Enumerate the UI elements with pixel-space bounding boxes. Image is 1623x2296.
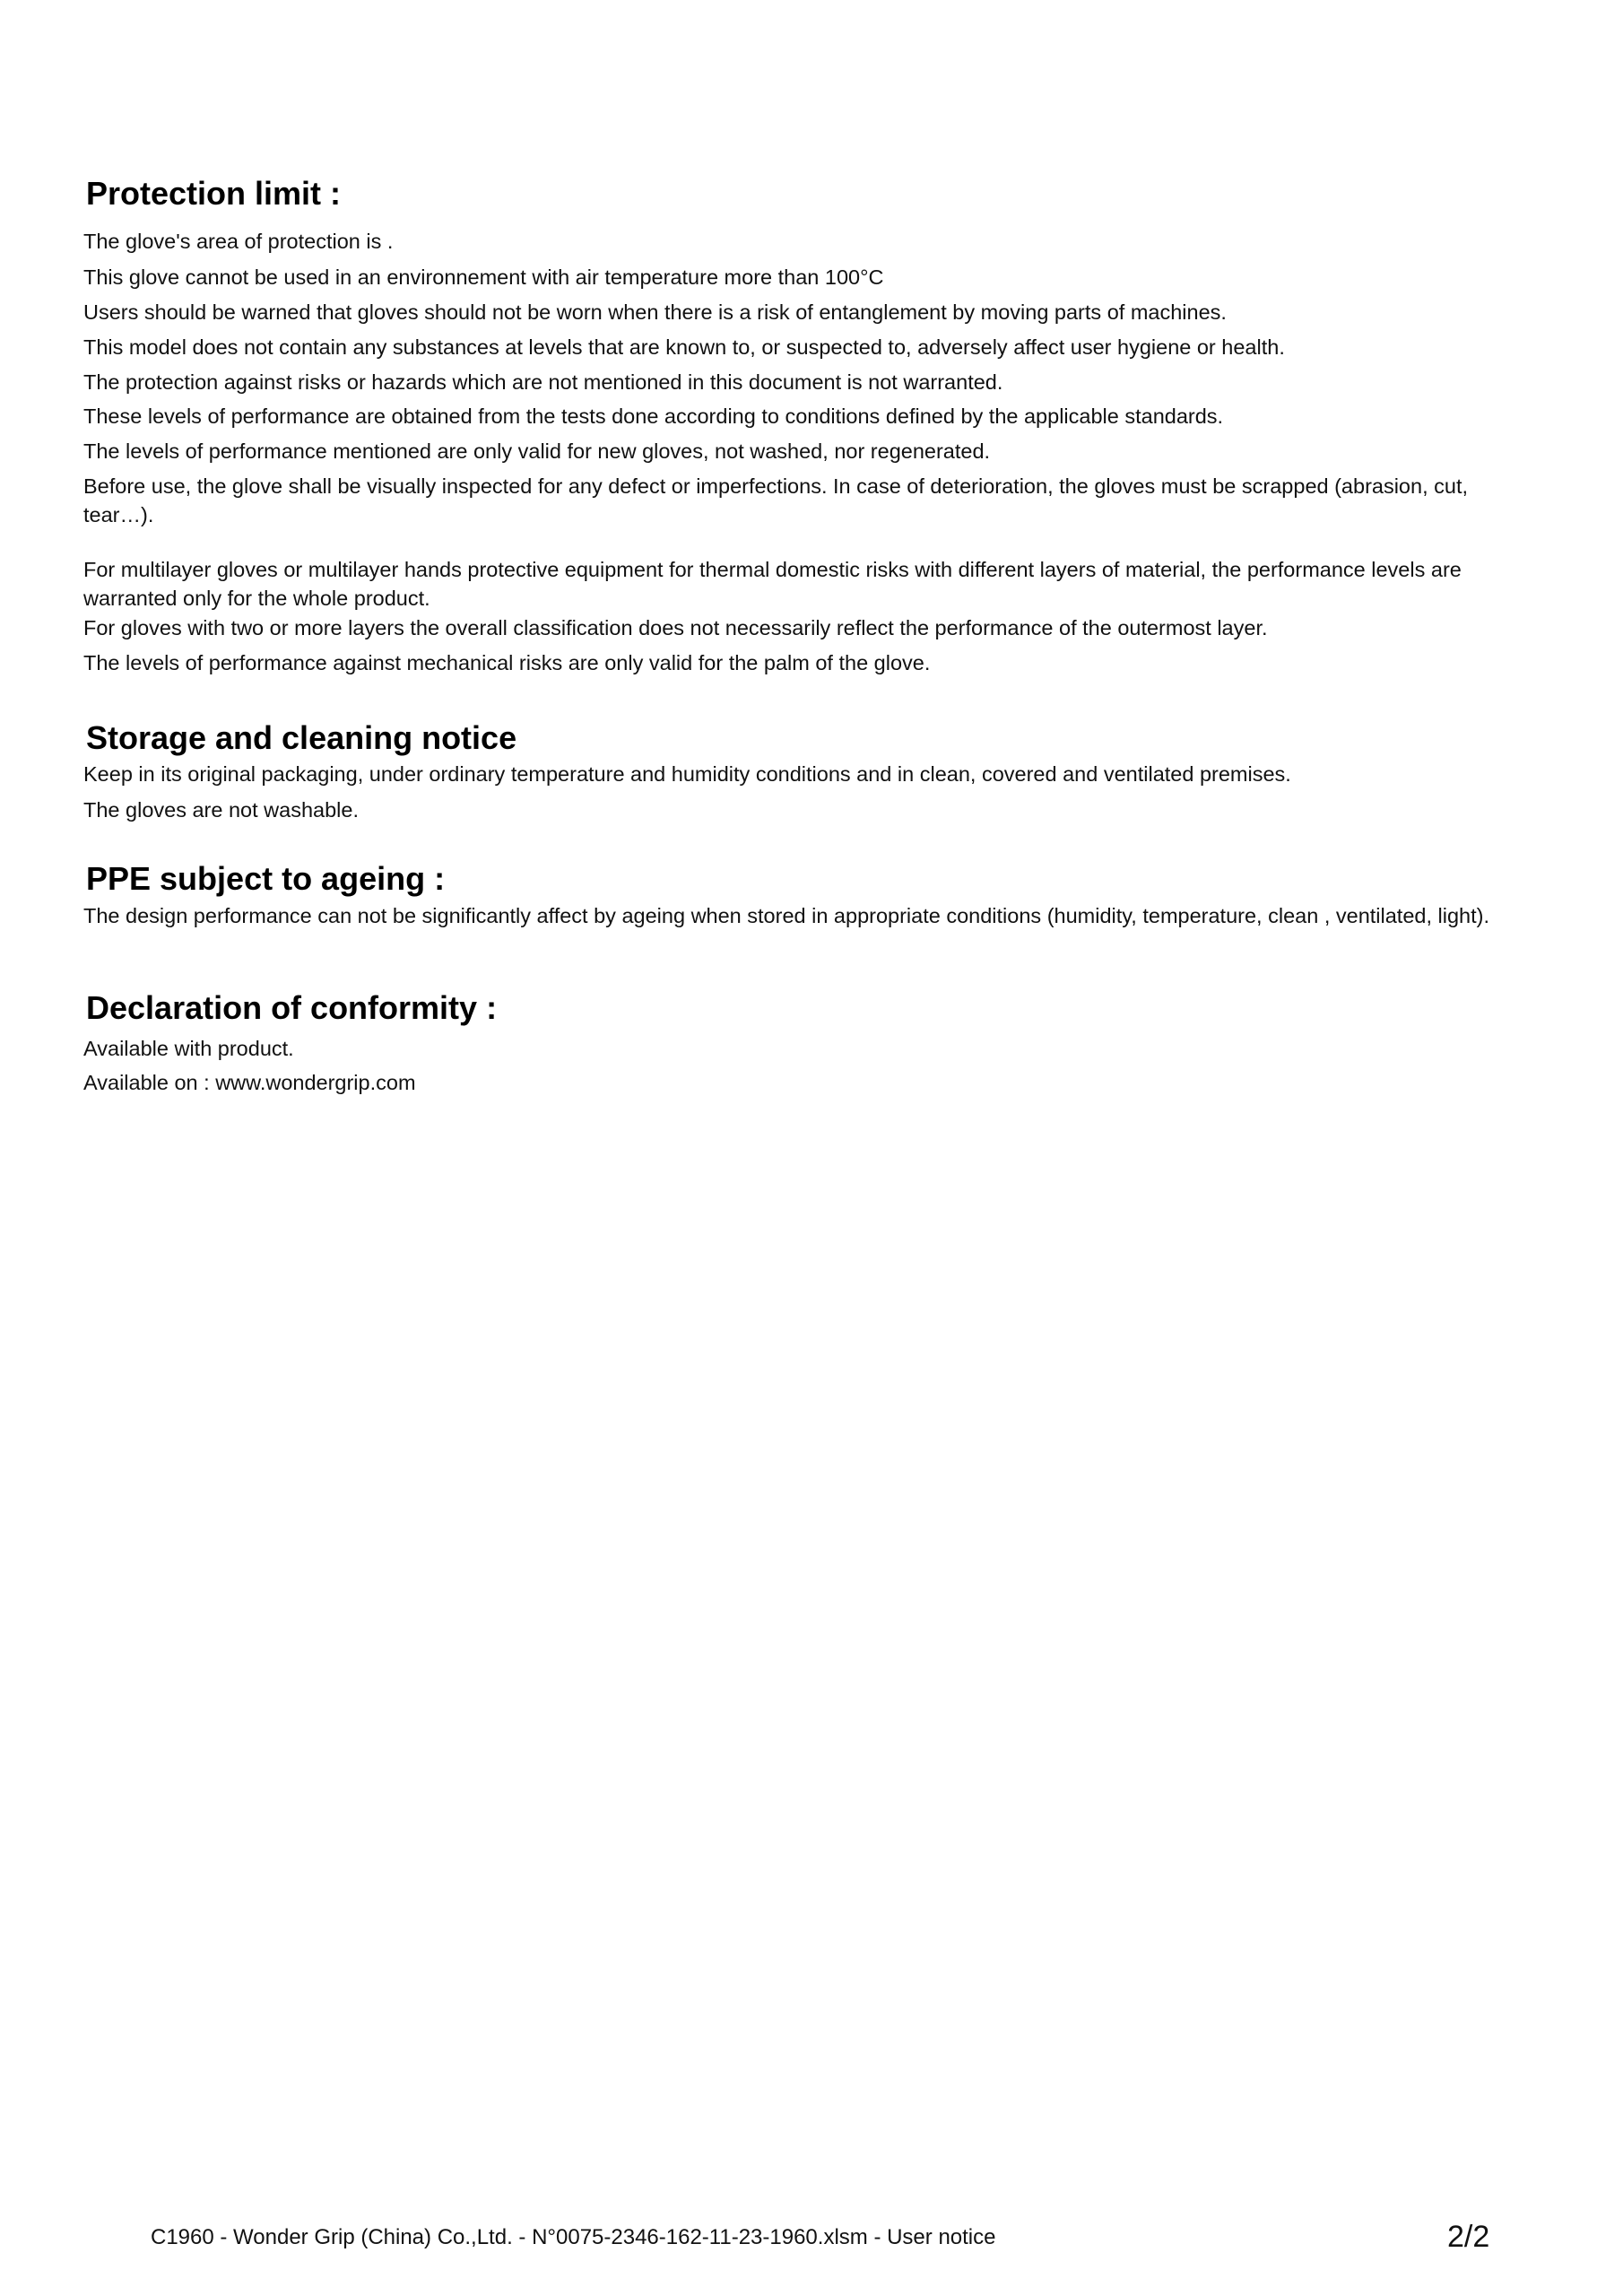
multilayer-line: For multilayer gloves or multilayer hands protective equipment for thermal domestic risks with different layers of material, the performance levels are [83,558,1462,581]
ageing-heading: PPE subject to ageing : [86,860,446,897]
page-number: 2/2 [1447,2220,1490,2254]
protection-line: tear…). [83,503,154,526]
ageing-section [83,859,1536,899]
conformity-line: Available with product. [83,1037,294,1060]
protection-limit-heading: Protection limit : [86,175,342,212]
conformity-heading: Declaration of conformity : [86,989,498,1026]
protection-line: The glove's area of protection is . [83,230,394,253]
protection-line: The protection against risks or hazards which are not mentioned in this document is not warranted. [83,370,1003,394]
storage-heading: Storage and cleaning notice [86,719,517,756]
protection-line: This glove cannot be used in an environnement with air temperature more than 100°C [83,265,884,289]
protection-line: Users should be warned that gloves should not be worn when there is a risk of entanglement by moving parts of machines. [83,300,1227,324]
storage-line: Keep in its original packaging, under ordinary temperature and humidity conditions and in clean, covered and ventilated premises. [83,762,1291,786]
protection-line: The levels of performance mentioned are only valid for new gloves, not washed, nor regenerated. [83,439,991,463]
protection-line: This model does not contain any substances at levels that are known to, or suspected to, adversely affect user hygiene or health. [83,335,1285,359]
storage-line: The gloves are not washable. [83,798,359,822]
multilayer-line: For gloves with two or more layers the overall classification does not necessarily reflect the performance of the outermost layer. [83,616,1268,639]
ageing-line: The design performance can not be significantly affect by ageing when stored in appropriate conditions (humidity, temperature, clean , ventilated, light). [83,904,1489,927]
multilayer-line: The levels of performance against mechanical risks are only valid for the palm of the glove. [83,651,931,674]
protection-line: Before use, the glove shall be visually inspected for any defect or imperfections. In case of deterioration, the gloves must be scrapped (abrasion, cut, [83,474,1469,498]
footer-document-reference: C1960 - Wonder Grip (China) Co.,Ltd. - N°0075-2346-162-11-23-1960.xlsm - User notice [151,2225,996,2249]
conformity-line: Available on : www.wondergrip.com [83,1071,416,1094]
multilayer-line: warranted only for the whole product. [83,587,430,610]
protection-limit-section [83,174,1536,213]
protection-line: These levels of performance are obtained from the tests done according to conditions defined by the applicable standards. [83,404,1224,428]
conformity-section [83,988,1536,1028]
storage-section [83,718,1536,758]
